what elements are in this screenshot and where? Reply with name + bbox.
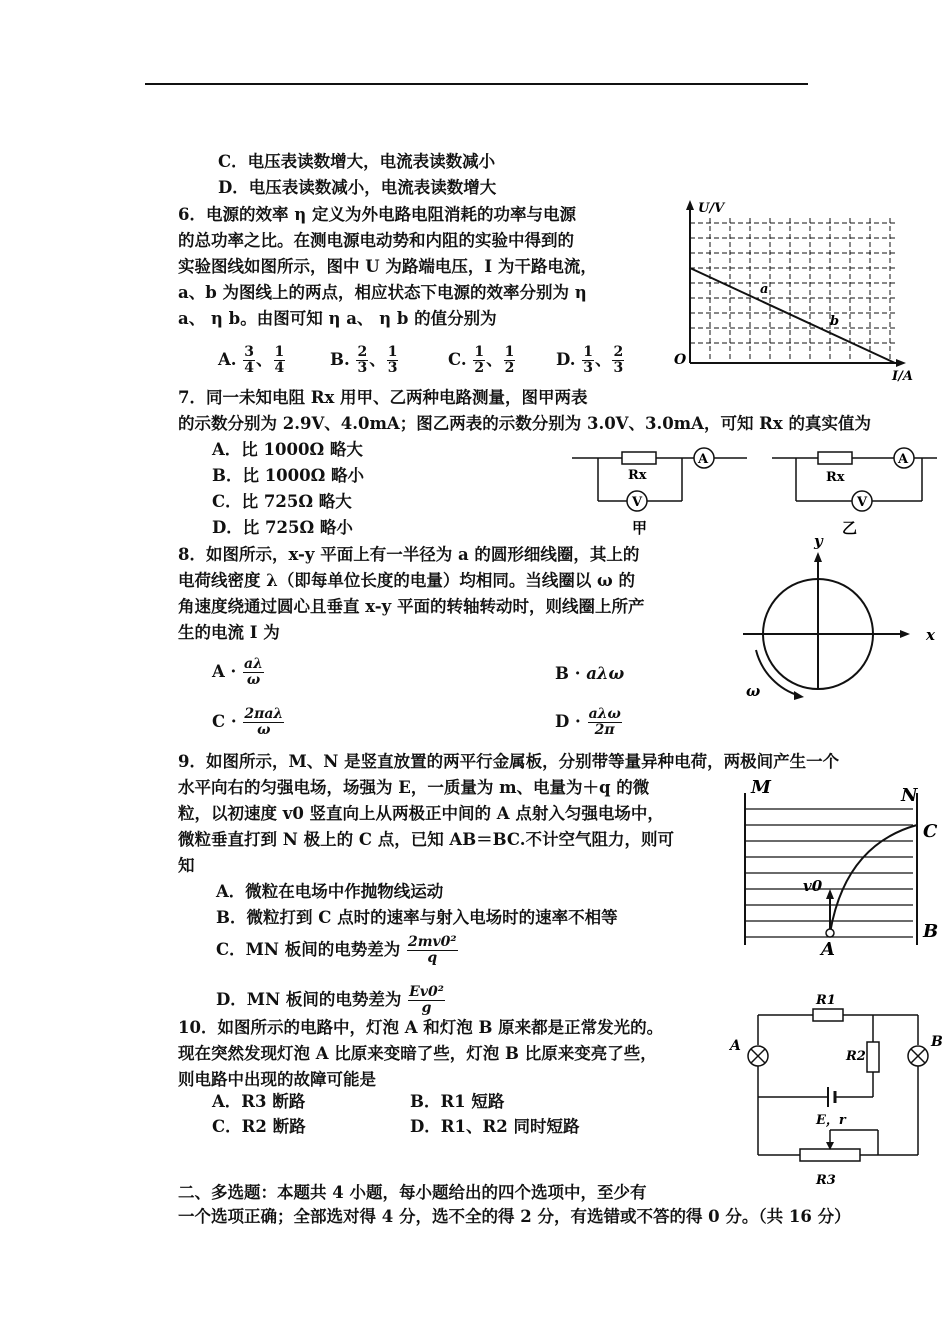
q7-circuit-jia	[572, 443, 752, 538]
q10-label-source: E，r	[816, 1113, 846, 1128]
q6-line1: 6．电源的效率 η 定义为外电路电阻消耗的功率与电源	[178, 205, 576, 224]
q7-yi-ammeter: A	[898, 452, 909, 467]
q6-option-c: C. $\frac{1}{2}$ 、 $\frac{1}{2}$	[448, 344, 515, 376]
q9-label-n: N	[901, 785, 918, 806]
q7-jia-caption: 甲	[632, 519, 648, 537]
q6-line5: a、 η b。由图可知 η a、 η b 的值分别为	[178, 309, 497, 328]
q8-option-b: B · aλω	[555, 664, 625, 683]
q8-omega-label: ω	[746, 682, 761, 700]
q9-line3: 粒，以初速度 v0 竖直向上从两极正中间的 A 点射入匀强电场中，	[178, 804, 664, 823]
q9-label-c: C	[923, 821, 938, 842]
q6-line2: 的总功率之比。在测电源电动势和内阻的实验中得到的	[178, 231, 574, 250]
q7-jia-ammeter: A	[698, 452, 709, 467]
q7-option-a: A．比 1000Ω 略大	[212, 440, 363, 459]
q10-label-r3: R3	[816, 1173, 836, 1188]
q7-line2: 的示数分别为 2.9V、4.0mA；图乙两表的示数分别为 3.0V、3.0mA，可知 Rx 的真实值为	[178, 414, 871, 433]
q8-y-axis-label: y	[814, 532, 823, 550]
q10-line2: 现在突然发现灯泡 A 比原来变暗了些，灯泡 B 比原来变亮了些，	[178, 1044, 657, 1063]
q6-graph-point-a: a	[760, 282, 769, 297]
q7-jia-resistor: Rx	[628, 468, 647, 483]
q7-option-c: C．比 725Ω 略大	[212, 492, 352, 511]
q6-line4: a、b 为图线上的两点，相应状态下电源的效率分别为 η	[178, 283, 587, 302]
q10-label-r2: R2	[846, 1049, 866, 1064]
q10-option-b: B．R1 短路	[410, 1092, 505, 1111]
section2-line1: 二、多选题：本题共 4 小题，每小题给出的四个选项中，至少有	[178, 1183, 647, 1202]
header-rule	[145, 83, 808, 85]
q10-label-r1: R1	[816, 993, 836, 1008]
q10-line3: 则电路中出现的故障可能是	[178, 1070, 376, 1089]
q8-option-c: C · $\frac{\text{2πaλ}}{\omega}$	[212, 706, 284, 738]
q6-line3: 实验图线如图所示，图中 U 为路端电压，I 为干路电流，	[178, 257, 597, 276]
q7-jia-voltmeter: V	[632, 495, 643, 510]
q6-graph-xlabel: I/A	[892, 369, 913, 384]
q9-option-b: B．微粒打到 C 点时的速率与射入电场时的速率不相等	[216, 908, 618, 927]
q10-option-c: C．R2 断路	[212, 1117, 306, 1136]
q9-line5: 知	[178, 856, 195, 875]
q8-option-d: D · $\frac{\text{aλω}}{2\pi}$	[555, 706, 621, 738]
q6-graph-point-b: b	[830, 314, 840, 329]
q7-line1: 7．同一未知电阻 Rx 用甲、乙两种电路测量，图甲两表	[178, 388, 588, 407]
q7-option-b: B．比 1000Ω 略小	[212, 466, 365, 485]
q7-yi-resistor: Rx	[826, 470, 845, 485]
q9-label-v0: v0	[803, 877, 823, 895]
q10-option-a: A．R3 断路	[212, 1092, 306, 1111]
q8-option-a: A · $\frac{a\lambda}{\omega}$	[212, 656, 263, 688]
q10-label-lamp-a: A	[730, 1038, 741, 1054]
q9-line4: 微粒垂直打到 N 极上的 C 点，已知 AB＝BC.不计空气阻力，则可	[178, 830, 675, 849]
q6-option-d: D. $\frac{1}{3}$ 、 $\frac{2}{3}$	[556, 344, 624, 376]
q6-option-a: A. $\frac{3}{4}$ 、 $\frac{1}{4}$	[218, 344, 285, 376]
q8-line1: 8．如图所示，x-y 平面上有一半径为 a 的圆形细线圈，其上的	[178, 545, 640, 564]
q6-graph-origin: O	[674, 352, 687, 368]
q9-line2: 水平向右的匀强电场，场强为 E，一质量为 m、电量为＋q 的微	[178, 778, 650, 797]
q8-line3: 角速度绕通过圆心且垂直 x-y 平面的转轴转动时，则线圈上所产	[178, 597, 645, 616]
q10-line1: 10．如图所示的电路中，灯泡 A 和灯泡 B 原来都是正常发光的。	[178, 1018, 664, 1037]
q5-option-d: D．电压表读数减小，电流表读数增大	[218, 178, 497, 197]
q9-line1: 9．如图所示，M、N 是竖直放置的两平行金属板，分别带等量异种电荷，两极间产生一个	[178, 752, 840, 771]
q6-ui-graph	[670, 198, 920, 388]
q9-option-d: D．MN 板间的电势差为 $\frac{\text{Ev0²}}{g}$	[216, 984, 444, 1016]
q10-label-lamp-b: B	[931, 1034, 943, 1050]
q9-field-figure	[735, 775, 945, 960]
q10-circuit-figure	[728, 990, 943, 1190]
q9-option-c: C．MN 板间的电势差为 $\frac{\text{2mv0²}}{q}$	[216, 934, 457, 966]
q7-circuit-yi	[772, 443, 942, 538]
q9-label-m: M	[751, 777, 771, 798]
q8-loop-figure	[738, 528, 938, 708]
q5-option-c: C．电压表读数增大，电流表读数减小	[218, 152, 496, 171]
q8-line4: 生的电流 I 为	[178, 623, 280, 642]
q9-label-a: A	[821, 939, 835, 960]
q8-x-axis-label: x	[926, 626, 935, 644]
q6-graph-ylabel: U/V	[698, 201, 725, 216]
q9-option-a: A．微粒在电场中作抛物线运动	[216, 882, 444, 901]
q7-option-d: D．比 725Ω 略小	[212, 518, 353, 537]
q10-option-d: D．R1、R2 同时短路	[410, 1117, 580, 1136]
q8-line2: 电荷线密度 λ（即每单位长度的电量）均相同。当线圈以 ω 的	[178, 571, 636, 590]
q7-yi-voltmeter: V	[857, 495, 868, 510]
q9-label-b: B	[923, 921, 939, 942]
q6-option-b: B. $\frac{2}{3}$ 、 $\frac{1}{3}$	[330, 344, 398, 376]
q7-yi-caption: 乙	[842, 519, 858, 537]
section2-line2: 一个选项正确；全部选对得 4 分，选不全的得 2 分，有选错或不答的得 0 分。（共 16 分）	[178, 1207, 851, 1226]
